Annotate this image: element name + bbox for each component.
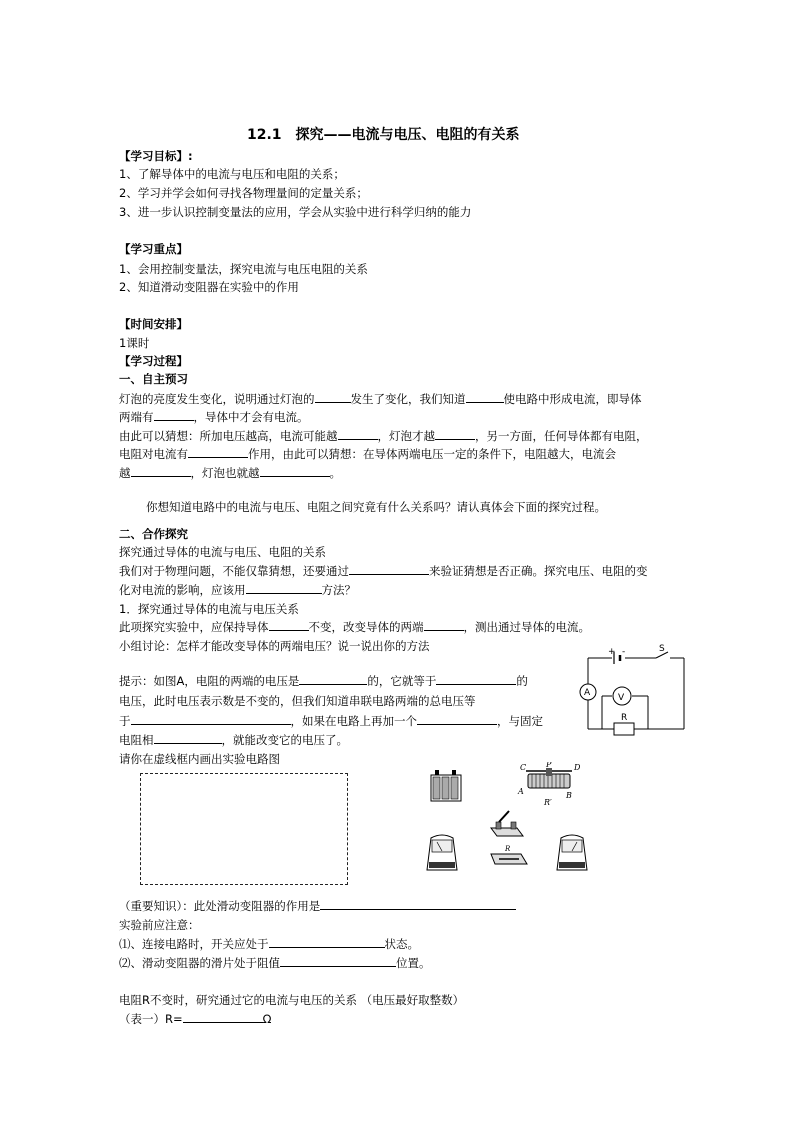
rheostat-p-label: P bbox=[546, 762, 552, 769]
circuit-diagram bbox=[570, 642, 692, 736]
goals-heading: 【学习目标】: bbox=[119, 149, 193, 163]
rheostat-d-label: D bbox=[574, 763, 581, 772]
preview-question: 你想知道电路中的电流与电压、电阻之间究竟有什么关系吗？请认真体会下面的探究过程。 bbox=[146, 500, 606, 514]
preview-line-3: 由此可以猜想：所加电压越高，电流可能越 ，灯泡才越 ，另一方面，任何导体都有电阻， bbox=[119, 429, 648, 443]
ammeter-icon bbox=[423, 830, 461, 872]
process-heading: 【学习过程】 bbox=[119, 354, 188, 368]
resistor-small-label: R bbox=[505, 845, 511, 853]
switch-label: S bbox=[659, 644, 665, 654]
goal-item: 1、了解导体中的电流与电压和电阻的关系； bbox=[119, 167, 345, 181]
rheostat-b-label: B bbox=[566, 791, 572, 800]
hint-line-1: 提示：如图A，电阻的两端的电压是 的，它就等于 的 bbox=[119, 674, 528, 688]
hint-line-2: 电压，此时电压表示数是不变的，但我们知道串联电路两端的总电压等 bbox=[119, 694, 476, 708]
rheostat-icon bbox=[516, 762, 586, 806]
explore-line-5: 此项探究实验中，应保持导体 不变，改变导体的两端 ，测出通过导体的电流。 bbox=[119, 620, 590, 634]
explore-line-2: 我们对于物理问题，不能仅靠猜想，还要通过 来验证猜想是否正确。探究电压、电阻的变 bbox=[119, 564, 648, 578]
focus-item: 1、会用控制变量法，探究电流与电压电阻的关系 bbox=[119, 262, 368, 276]
preview-line-5: 越 ，灯泡也就越 。 bbox=[119, 466, 341, 480]
battery-plus-label: + bbox=[608, 647, 616, 657]
ammeter-label: A bbox=[584, 688, 591, 698]
resistor-label: R bbox=[621, 713, 628, 723]
voltmeter-icon bbox=[553, 830, 591, 872]
knowledge-line: （重要知识）：此处滑动变阻器的作用是 bbox=[119, 898, 516, 914]
rheostat-r-label: R′ bbox=[544, 798, 552, 806]
table1-label: （表一）R= Ω bbox=[119, 1012, 272, 1026]
switch-icon bbox=[487, 808, 527, 838]
explore-line-3: 化对电流的影响，应该用 方法？ bbox=[119, 583, 356, 597]
preview-line-2: 两端有 ，导体中才会有电流。 bbox=[119, 410, 309, 424]
rheostat-a-label: A bbox=[518, 787, 524, 796]
explore-line-6: 小组讨论：怎样才能改变导体的两端电压？说一说出你的方法 bbox=[119, 639, 430, 653]
battery-minus-label: - bbox=[622, 647, 626, 657]
preview-line-1: 灯泡的亮度发生变化，说明通过灯泡的 发生了变化，我们知道 使电路中形成电流，即导体 bbox=[119, 392, 642, 406]
explore-line-1: 探究通过导体的电流与电压、电阻的关系 bbox=[119, 545, 326, 559]
resistor-icon bbox=[487, 840, 529, 866]
goal-item: 3、进一步认识控制变量法的应用，学会从实验中进行科学归纳的能力 bbox=[119, 205, 472, 219]
notice-heading: 实验前应注意： bbox=[119, 918, 200, 932]
explore-line-4: 1．探究通过导体的电流与电压关系 bbox=[119, 602, 299, 616]
preview-line-4: 电阻对电流有 作用，由此可以猜想：在导体两端电压一定的条件下，电阻越大，电流会 bbox=[119, 447, 616, 461]
rheostat-c-label: C bbox=[520, 763, 527, 772]
measurement-line: 电阻R不变时，研究通过它的电流与电压的关系 （电压最好取整数） bbox=[119, 993, 465, 1007]
notice-item-1: ⑴、连接电路时，开关应处于 状态。 bbox=[119, 937, 419, 951]
drawing-box[interactable] bbox=[140, 773, 348, 885]
hint-line-4: 电阻相 ，就能改变它的电压了。 bbox=[119, 733, 348, 747]
goal-item: 2、学习并学会如何寻找各物理量间的定量关系； bbox=[119, 186, 368, 200]
time-value: 1课时 bbox=[119, 336, 150, 350]
voltmeter-label: V bbox=[618, 693, 625, 703]
time-heading: 【时间安排】 bbox=[119, 317, 188, 331]
battery-icon bbox=[428, 767, 466, 803]
notice-item-2: ⑵、滑动变阻器的滑片处于阻值 位置。 bbox=[119, 956, 431, 970]
page-title: 12.1 探究——电流与电压、电阻的有关系 bbox=[247, 127, 520, 143]
section2-heading: 二、合作探究 bbox=[119, 527, 188, 541]
section1-heading: 一、自主预习 bbox=[119, 372, 188, 386]
focus-item: 2、知道滑动变阻器在实验中的作用 bbox=[119, 280, 299, 294]
hint-line-3: 于 ，如果在电路上再加一个 ，与固定 bbox=[119, 714, 543, 728]
draw-instruction: 请你在虚线框内画出实验电路图 bbox=[119, 752, 280, 766]
focus-heading: 【学习重点】 bbox=[119, 242, 188, 256]
